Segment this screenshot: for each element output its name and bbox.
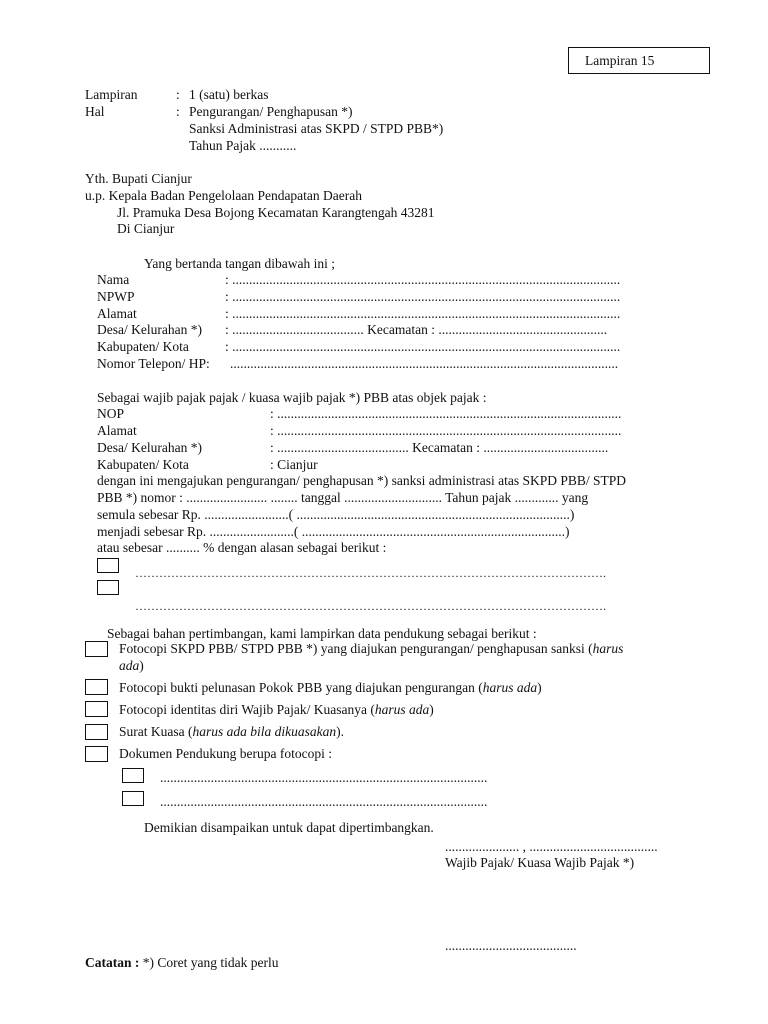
object-value-alamat[interactable]: : ...................................................................................................... [270,423,622,438]
addressee-street: Jl. Pramuka Desa Bojong Kecamatan Karangtengah 43281 [117,205,435,220]
support-checkbox-surat-kuasa[interactable] [85,724,108,740]
field-label-nama: Nama [97,272,130,287]
reason-dots-1[interactable]: ………………………………………………………………………………………………………. [135,566,606,580]
request-line-5[interactable]: atau sebesar .......... % dengan alasan sebagai berikut : [97,540,387,555]
footnote [85,955,278,971]
support-item-pelunasan: Fotocopi bukti pelunasan Pokok PBB yang diajukan pengurangan (harus ada) [119,680,542,695]
support-intro: Sebagai bahan pertimbangan, kami lampirkan data pendukung sebagai berikut : [107,626,537,641]
field-label-npwp: NPWP [97,289,135,304]
support-checkbox-pelunasan[interactable] [85,679,108,695]
reason-dots-2[interactable]: ………………………………………………………………………………………………………. [135,599,606,613]
attachment-number: Lampiran 15 [585,53,655,68]
reason-checkbox-2[interactable] [97,580,119,595]
addressee-attention: u.p. Kepala Badan Pengelolaan Pendapatan Daerah [85,188,363,203]
field-value-npwp[interactable]: : ................................................................................................................... [225,289,621,304]
support-sub-checkbox-2[interactable] [122,791,144,806]
object-value-kabupaten: : Cianjur [270,457,318,472]
object-label-desa: Desa/ Kelurahan *) [97,440,202,455]
lampiran-label: Lampiran [85,87,138,102]
support-item-skpd: Fotocopi SKPD PBB/ STPD PBB *) yang diajukan pengurangan/ penghapusan sanksi (harus [119,641,624,656]
request-line-2[interactable]: PBB *) nomor : ........................ ........ tanggal ............................. Tahun pajak ............. yang [97,490,589,505]
field-value-alamat[interactable]: : ................................................................................................................... [225,306,621,321]
lampiran-value: 1 (satu) berkas [189,87,269,102]
support-checkbox-dokumen[interactable] [85,746,108,762]
footnote-text: *) Coret yang tidak perlu [139,955,279,970]
support-sub-dots-2[interactable]: ................................................................................................. [160,794,488,809]
field-value-telepon[interactable]: ................................................................................................................... [230,356,619,371]
signature-role: Wajib Pajak/ Kuasa Wajib Pajak *) [445,855,635,870]
field-label-kabupaten: Kabupaten/ Kota [97,339,189,354]
object-value-desa[interactable]: : ....................................... Kecamatan : ..................................... [270,440,609,455]
hal-label: Hal [85,104,105,119]
field-value-kabupaten[interactable]: : ................................................................................................................... [225,339,621,354]
field-label-telepon: Nomor Telepon/ HP: [97,356,210,371]
support-checkbox-skpd[interactable] [85,641,108,657]
addressee-city: Di Cianjur [117,221,175,236]
object-intro: Sebagai wajib pajak pajak / kuasa wajib pajak *) PBB atas objek pajak : [97,390,487,405]
footnote-label: Catatan : [85,955,140,970]
addressee: Yth. Bupati Cianjur [85,171,192,186]
support-sub-checkbox-1[interactable] [122,768,144,783]
field-label-desa: Desa/ Kelurahan *) [97,322,202,337]
field-label-alamat: Alamat [97,306,137,321]
lampiran-separator: : [176,87,180,102]
hal-line-1: Pengurangan/ Penghapusan *) [189,104,353,119]
request-line-4[interactable]: menjadi sebesar Rp. .........................( ..............................................................................) [97,524,570,539]
support-item-skpd-cont: ada) [119,658,144,673]
field-value-desa[interactable]: : ....................................... Kecamatan : .................................................. [225,322,608,337]
support-item-dokumen: Dokumen Pendukung berupa fotocopi : [119,746,332,761]
support-item-surat-kuasa: Surat Kuasa (harus ada bila dikuasakan). [119,724,344,739]
support-item-identitas: Fotocopi identitas diri Wajib Pajak/ Kuasanya (harus ada) [119,702,434,717]
attachment-number-box [568,47,710,74]
request-line-3[interactable]: semula sebesar Rp. .........................( .................................................................................) [97,507,575,522]
object-label-alamat: Alamat [97,423,137,438]
signature-name-line[interactable]: ....................................... [445,938,577,953]
intro-text: Yang bertanda tangan dibawah ini ; [144,256,335,271]
object-value-nop[interactable]: : ...................................................................................................... [270,406,622,421]
reason-checkbox-1[interactable] [97,558,119,573]
field-value-nama[interactable]: : ................................................................................................................... [225,272,621,287]
object-label-nop: NOP [97,406,125,421]
closing-text: Demikian disampaikan untuk dapat dipertimbangkan. [144,820,434,835]
hal-line-3: Tahun Pajak ........... [189,138,297,153]
object-label-kabupaten: Kabupaten/ Kota [97,457,189,472]
hal-separator: : [176,104,180,119]
request-line-1: dengan ini mengajukan pengurangan/ penghapusan *) sanksi administrasi atas SKPD PBB/ STPD [97,473,627,488]
hal-line-2: Sanksi Administrasi atas SKPD / STPD PBB*) [189,121,444,136]
support-sub-dots-1[interactable]: ................................................................................................. [160,770,488,785]
support-checkbox-identitas[interactable] [85,701,108,717]
signature-place-date[interactable]: ...................... , ...................................... [445,839,658,854]
